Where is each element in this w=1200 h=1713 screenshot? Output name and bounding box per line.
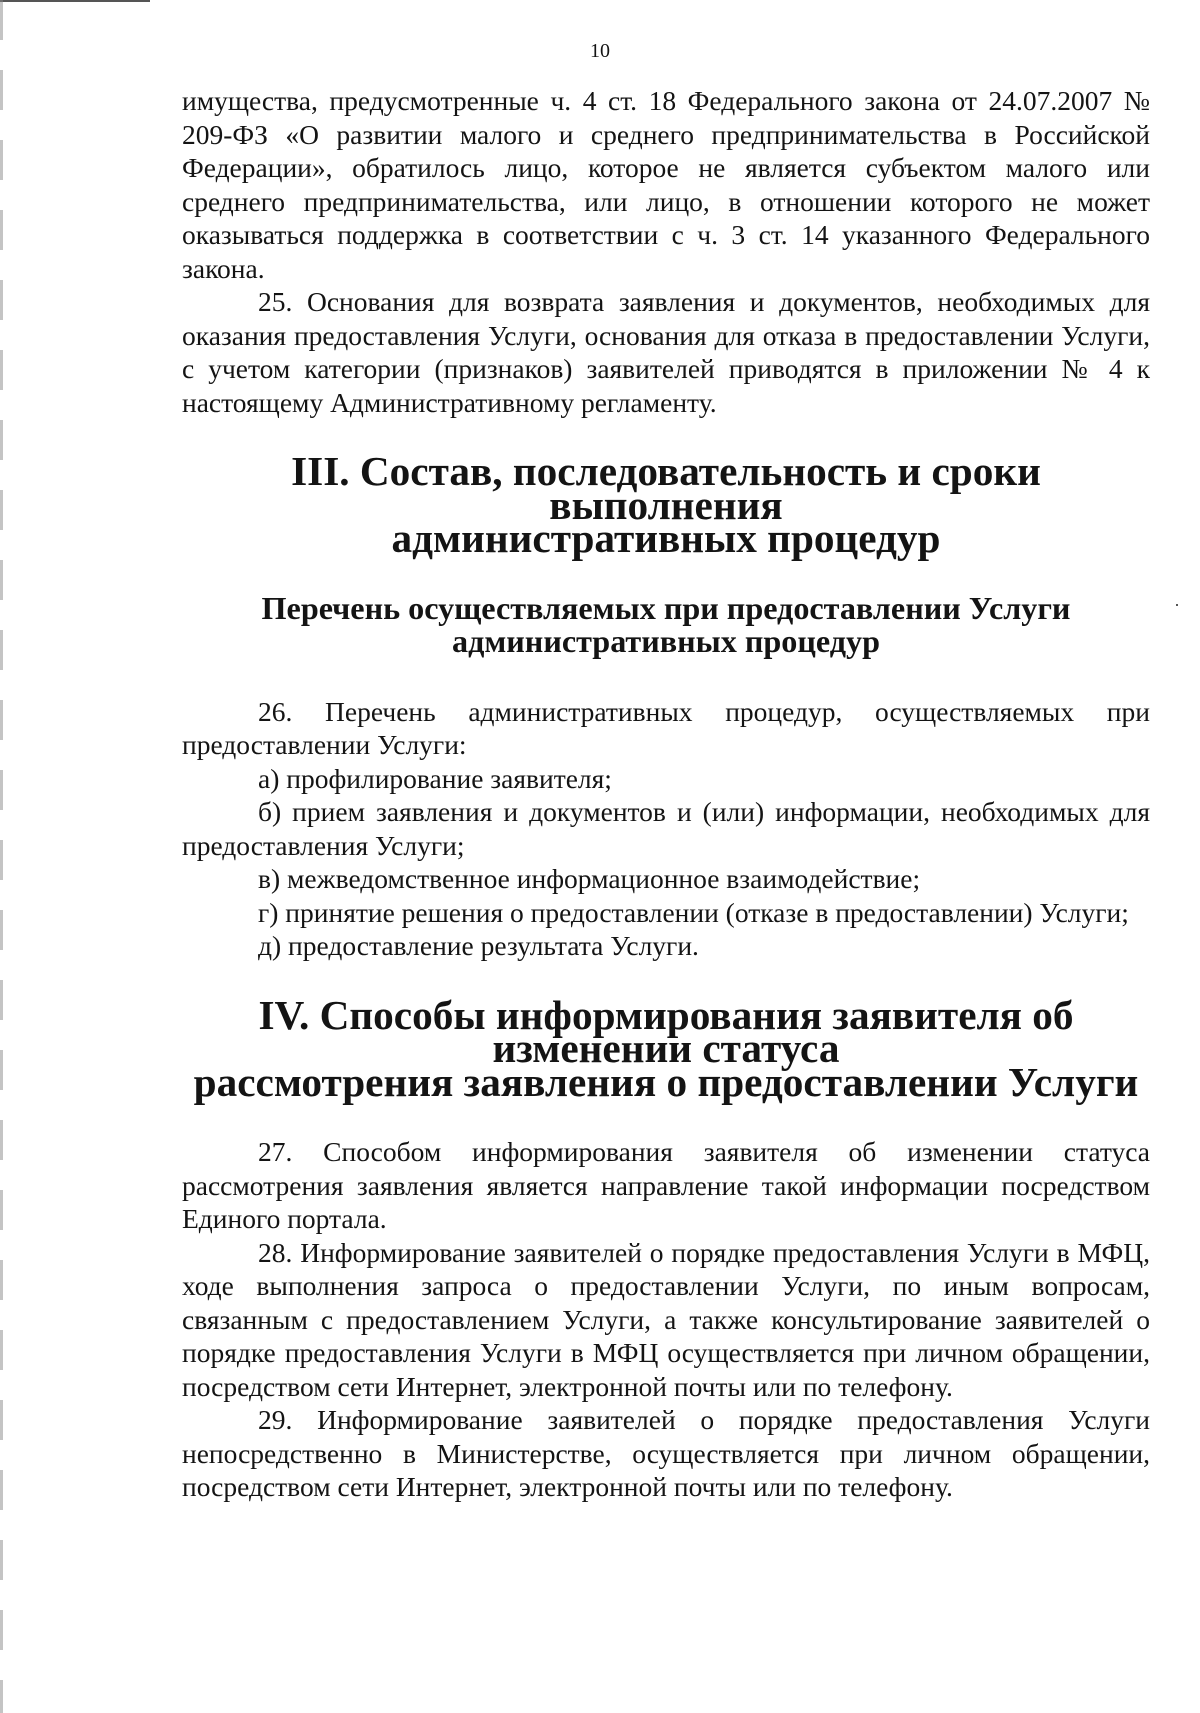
paragraph-continuation: имущества, предусмотренные ч. 4 ст. 18 Федерального закона от 24.07.2007 № 209-ФЗ «О развитии малого и среднего предпринимательства в Российской Федерации», обратилось лицо, которое не является субъектом малого или среднего предпринимательства, или лицо, в отношении которого не может оказываться поддержка в соответствии с ч. 3 ст. 14 указанного Федерального закона. [182,85,1150,284]
scan-speck [1176,604,1178,606]
spacer [182,659,1150,695]
subsection-heading-line-2: административных процедур [452,623,880,659]
section-3-heading-line-1: III. Состав, последовательность и сроки выполнения [291,448,1041,528]
section-3-heading [182,448,1150,561]
section-4-heading [182,991,1150,1105]
scan-edge-shadow [0,0,3,1713]
scan-edge-mark [0,0,150,6]
page-number: 10 [590,40,610,62]
subsection-heading-line-1: Перечень осуществляемых при предоставлении Услуги [261,589,1071,626]
document-body [182,84,1150,1504]
section-4-heading-line-2: рассмотрения заявления о предоставлении Услуги [193,1058,1139,1105]
list-item-a: а) профилирование заявителя; [258,762,612,794]
paragraph-25: 25. Основания для возврата заявления и документов, необходимых для оказания предоставления Услуги, основания для отказа в предоставлении Услуги, с учетом категории (признаков) заявителей приводятся в приложении № 4 к настоящему Административному регламенту. [182,286,1150,418]
section-4-heading-line-1: IV. Способы информирования заявителя об изменении статуса [258,991,1074,1071]
paragraph-28: 28. Информирование заявителей о порядке предоставления Услуги в МФЦ, ходе выполнения запроса о предоставлении Услуги, по иным вопросам, связанным с предоставлением Услуги, а также консультирование заявителей о порядке предоставления Услуги в МФЦ осуществляется при личном обращении, посредством сети Интернет, электронной почты или по телефону. [182,1236,1150,1402]
list-item-g: г) принятие решения о предоставлении (отказе в предоставлении) Услуги; [258,896,1129,928]
paragraph-26: 26. Перечень административных процедур, осуществляемых при предоставлении Услуги: [182,695,1150,760]
list-item-d: д) предоставление результата Услуги. [258,930,699,961]
paragraph-27: 27. Способом информирования заявителя об изменении статуса рассмотрения заявления является направление такой информации посредством Единого портала. [182,1136,1150,1234]
list-item-v: в) межведомственное информационное взаимодействие; [258,863,921,894]
list-item-b: б) прием заявления и документов и (или) информации, необходимых для предоставления Услуги; [182,796,1150,861]
section-3-heading-line-2: административных процедур [391,515,941,561]
paragraph-29: 29. Информирование заявителей о порядке предоставления Услуги непосредственно в Министерстве, осуществляется при личном обращении, посредством сети Интернет, электронной почты или по телефону. [182,1404,1150,1502]
subsection-heading [182,589,1150,659]
